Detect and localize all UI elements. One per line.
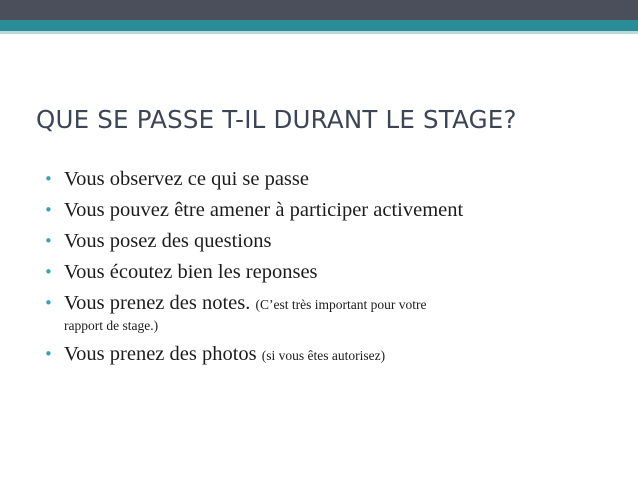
header-band-dark xyxy=(0,0,638,20)
bullet-note: (si vous êtes autorisez) xyxy=(261,348,386,363)
bullet-dot-icon: • xyxy=(44,345,53,363)
bullet-item-photos xyxy=(44,339,624,371)
header-band-light xyxy=(0,31,638,34)
bullet-note-continuation: rapport de stage.) xyxy=(64,318,159,333)
bullet-text: Vous posez des questions xyxy=(64,230,272,252)
bullet-dot-icon: • xyxy=(44,170,53,188)
bullet-dot-icon: • xyxy=(44,201,53,219)
bullet-item-notes xyxy=(44,288,624,339)
bullet-text: Vous prenez des notes. xyxy=(64,292,251,314)
bullet-text: Vous écoutez bien les reponses xyxy=(64,261,318,283)
bullet-text: Vous observez ce qui se passe xyxy=(64,168,309,190)
bullet-item-reponses xyxy=(44,257,624,288)
bullet-dot-icon: • xyxy=(44,294,53,312)
slide-title: QUE SE PASSE T-IL DURANT LE STAGE? xyxy=(36,105,517,134)
header-band-teal xyxy=(0,20,638,31)
bullet-text: Vous prenez des photos xyxy=(64,343,257,365)
bullet-item-participer xyxy=(44,195,624,226)
bullet-dot-icon: • xyxy=(44,232,53,250)
bullet-dot-icon: • xyxy=(44,263,53,281)
bullet-item-observez xyxy=(44,164,624,195)
bullet-list xyxy=(44,164,624,371)
bullet-item-questions xyxy=(44,226,624,257)
bullet-text: Vous pouvez être amener à participer activement xyxy=(64,199,464,221)
bullet-note: (C’est très important pour votre xyxy=(255,297,427,312)
